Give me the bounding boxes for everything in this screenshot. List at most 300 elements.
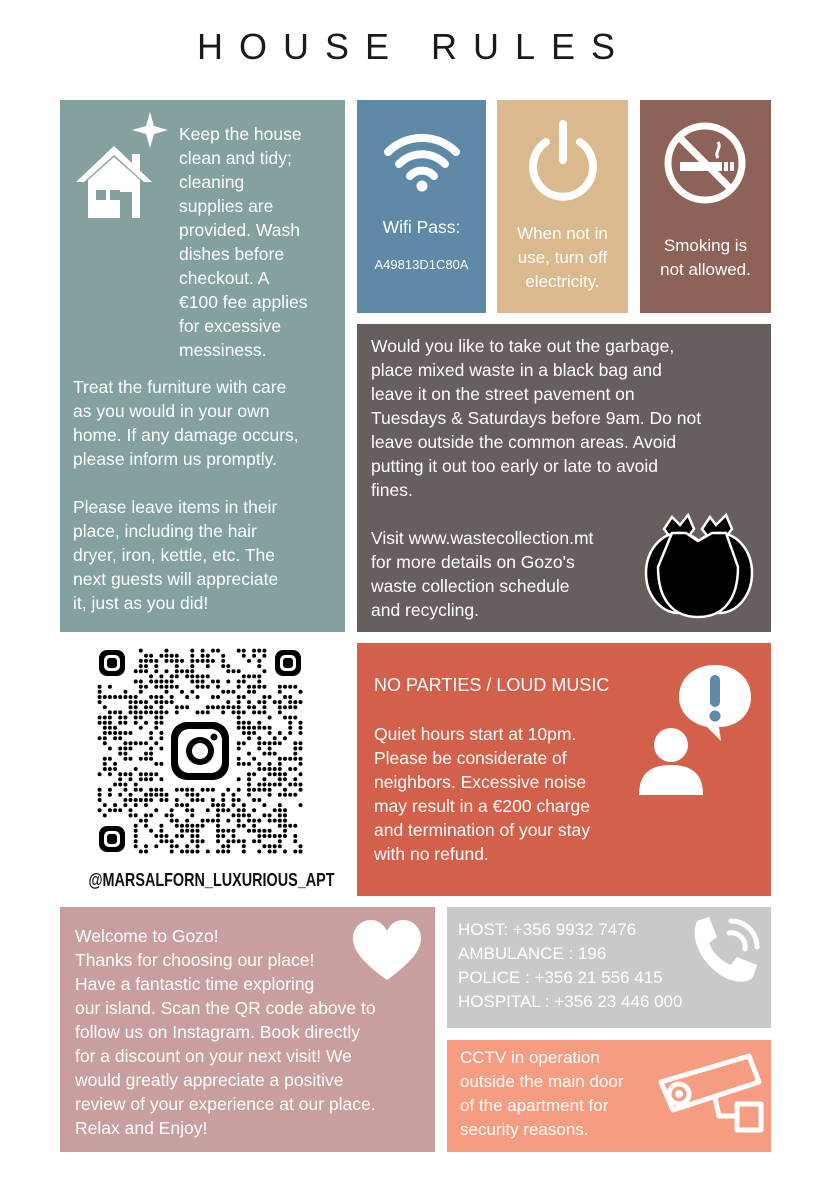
qr-dot [232,829,236,833]
qr-dot [103,813,107,817]
qr-dot [206,710,210,714]
qr-dot [175,824,179,828]
qr-dot [98,685,102,689]
qr-dot [252,798,256,802]
noise-panel [357,643,771,896]
qr-dot [139,819,143,823]
qr-dot [149,705,153,709]
qr-dot [149,772,153,776]
qr-dot [242,680,246,684]
qr-dot [283,716,287,720]
qr-dot [206,850,210,854]
qr-dot [165,793,169,797]
qr-dot [273,700,277,704]
qr-dot [288,685,292,689]
qr-dot [247,674,251,678]
qr-dot [211,680,215,684]
qr-dot [242,839,246,843]
qr-dot [170,850,174,854]
qr-dot [278,783,282,787]
qr-dot [118,736,122,740]
qr-dot [293,716,297,720]
qr-dot [257,747,261,751]
qr-dot [201,798,205,802]
qr-dot [175,710,179,714]
qr-dot [144,772,148,776]
qr-dot [196,844,200,848]
qr-dot [242,731,246,735]
qr-dot [159,788,163,792]
qr-dot [278,690,282,694]
qr-dot [134,788,138,792]
qr-dot [262,834,266,838]
qr-dot [108,808,112,812]
qr-dot [278,824,282,828]
qr-dot [139,710,143,714]
qr-dot [154,741,158,745]
qr-dot [98,695,102,699]
house-care-panel [60,100,345,632]
qr-dot [242,844,246,848]
qr-dot [144,844,148,848]
qr-dot [149,659,153,663]
qr-dot [278,762,282,766]
instagram-handle[interactable]: @MARSALFORN_LUXURIOUS_APT [88,870,335,890]
qr-dot [247,813,251,817]
qr-dot [288,757,292,761]
qr-dot [257,680,261,684]
qr-dot [149,654,153,658]
qr-dot [278,705,282,709]
qr-dot [159,777,163,781]
qr-dot [237,680,241,684]
qr-dot [139,700,143,704]
qr-dot [196,839,200,843]
qr-dot [103,741,107,745]
wifi-icon [382,128,462,192]
qr-dot [118,783,122,787]
qr-dot [221,803,225,807]
qr-dot [237,721,241,725]
qr-dot [216,808,220,812]
qr-dot [283,813,287,817]
qr-dot [211,803,215,807]
qr-dot [206,788,210,792]
qr-dot [170,680,174,684]
qr-dot [232,803,236,807]
qr-dot [103,726,107,730]
qr-dot [273,819,277,823]
qr-dot [257,850,261,854]
qr-dot [108,710,112,714]
qr-dot [144,664,148,668]
qr-dot [170,844,174,848]
qr-dot [149,674,153,678]
qr-dot [247,777,251,781]
qr-dot [293,747,297,751]
qr-dot [149,829,153,833]
page-title: HOUSE RULES [196,26,632,67]
qr-dot [139,798,143,802]
qr-dot [273,844,277,848]
qr-dot [268,726,272,730]
qr-dot [98,808,102,812]
qr-dot [154,695,158,699]
qr-dot [283,793,287,797]
qr-dot [247,783,251,787]
qr-dot [257,762,261,766]
qr-dot [113,783,117,787]
qr-dot [242,721,246,725]
qr-dot [299,690,303,694]
qr-dot [299,783,303,787]
qr-dot [159,710,163,714]
qr-dot [206,819,210,823]
instagram-qr-code-icon[interactable] [97,648,303,854]
qr-dot [201,680,205,684]
qr-dot [154,700,158,704]
qr-dot [252,731,256,735]
qr-dot [185,669,189,673]
qr-dot [123,788,127,792]
qr-dot [268,793,272,797]
qr-dot [129,772,133,776]
qr-dot [232,705,236,709]
qr-dot [226,839,230,843]
qr-dot [206,705,210,709]
qr-dot [226,700,230,704]
qr-dot [159,762,163,766]
qr-dot [273,834,277,838]
qr-dot [247,762,251,766]
qr-dot [242,674,246,678]
qr-dot [268,844,272,848]
qr-dot [211,788,215,792]
qr-dot [134,829,138,833]
qr-dot [226,850,230,854]
qr-dot [252,685,256,689]
qr-dot [232,834,236,838]
qr-dot [283,772,287,776]
qr-dot [278,834,282,838]
qr-dot [268,788,272,792]
qr-dot [159,793,163,797]
qr-dot [108,757,112,761]
qr-dot [134,844,138,848]
qr-dot [257,664,261,668]
qr-dot [278,741,282,745]
qr-dot [293,685,297,689]
qr-dot [216,685,220,689]
qr-dot [268,752,272,756]
qr-dot [165,649,169,653]
qr-dot [237,788,241,792]
qr-dot [175,788,179,792]
qr-dot [175,819,179,823]
qr-dot [190,669,194,673]
qr-dot [237,649,241,653]
qr-dot [98,716,102,720]
qr-dot [103,731,107,735]
qr-dot [144,819,148,823]
qr-dot [185,844,189,848]
qr-dot [262,803,266,807]
qr-dot [232,813,236,817]
qr-dot [103,716,107,720]
qr-dot [283,685,287,689]
qr-dot [175,664,179,668]
qr-dot [113,731,117,735]
qr-dot [190,674,194,678]
qr-dot [180,824,184,828]
qr-dot [98,690,102,694]
qr-dot [278,710,282,714]
qr-dot [252,839,256,843]
qr-dot [268,762,272,766]
qr-dot [159,674,163,678]
qr-dot [103,705,107,709]
qr-dot [139,680,143,684]
qr-dot [108,747,112,751]
qr-dot [118,808,122,812]
qr-dot [165,834,169,838]
qr-dot [123,772,127,776]
qr-dot [268,834,272,838]
qr-dot [103,721,107,725]
qr-dot [268,850,272,854]
qr-dot [134,741,138,745]
qr-dot [170,808,174,812]
qr-dot [123,716,127,720]
qr-dot [257,788,261,792]
qr-dot [98,788,102,792]
qr-dot [232,690,236,694]
qr-dot [190,834,194,838]
qr-dot [149,813,153,817]
qr-dot [190,664,194,668]
qr-dot [268,772,272,776]
qr-dot [134,834,138,838]
qr-dot [165,839,169,843]
qr-dot [299,741,303,745]
qr-dot [288,726,292,730]
qr-dot [129,741,133,745]
qr-dot [262,654,266,658]
qr-dot [299,850,303,854]
qr-dot [262,700,266,704]
qr-dot [170,674,174,678]
qr-dot [159,716,163,720]
qr-dot [262,669,266,673]
qr-dot [299,747,303,751]
contact-host[interactable]: HOST: +356 9932 7476 [458,920,637,939]
qr-dot [175,659,179,663]
electricity-rule-text: When not in use, turn off electricity. [517,224,608,291]
qr-dot [154,726,158,730]
qr-dot [216,813,220,817]
qr-dot [149,710,153,714]
qr-dot [283,819,287,823]
qr-dot [257,829,261,833]
qr-dot [288,700,292,704]
qr-dot [288,767,292,771]
qr-dot [237,839,241,843]
qr-dot [118,716,122,720]
qr-dot [159,731,163,735]
qr-dot [252,710,256,714]
qr-dot [134,839,138,843]
qr-dot [129,705,133,709]
qr-dot [129,793,133,797]
qr-dot [288,716,292,720]
cctv-camera-icon [653,1052,765,1148]
qr-dot [221,705,225,709]
qr-dot [159,798,163,802]
qr-dot [247,788,251,792]
qr-dot [154,669,158,673]
qr-dot [257,767,261,771]
qr-dot [226,669,230,673]
qr-dot [201,654,205,658]
clean-rule-text: Keep the house clean and tidy; cleaning supplies are provided. Wash dishes before checkout. A €100 fee applies for excessive messiness. [179,124,308,360]
qr-dot [118,695,122,699]
qr-dot [299,762,303,766]
qr-dot [201,649,205,653]
no-smoking-icon [660,118,750,208]
qr-dot [278,772,282,776]
qr-dot [123,798,127,802]
qr-dot [278,757,282,761]
qr-dot [129,700,133,704]
qr-dot [273,767,277,771]
qr-dot [221,664,225,668]
qr-dot [185,695,189,699]
qr-dot [211,649,215,653]
qr-dot [283,777,287,781]
qr-dot [268,819,272,823]
qr-dot [98,793,102,797]
qr-dot [134,813,138,817]
qr-dot [247,736,251,740]
qr-dot [268,783,272,787]
noise-rule-text: Quiet hours start at 10pm. Please be considerate of neighbors. Excessive noise may result in a €200 charge and termination of your stay with no refund. [374,724,590,864]
qr-dot [139,850,143,854]
qr-dot [299,788,303,792]
furniture-rule-text: Treat the furniture with care as you would in your own home. If any damage occurs, please inform us promptly. [73,377,299,469]
qr-dot [247,752,251,756]
qr-dot [278,813,282,817]
qr-dot [108,726,112,730]
qr-dot [134,695,138,699]
qr-dot [139,659,143,663]
qr-dot [144,710,148,714]
qr-dot [144,850,148,854]
qr-dot [165,685,169,689]
qr-dot [237,808,241,812]
qr-dot [283,824,287,828]
qr-dot [257,710,261,714]
qr-dot [242,824,246,828]
qr-dot [144,654,148,658]
qr-dot [268,741,272,745]
qr-dot [190,839,194,843]
qr-dot [149,752,153,756]
qr-dot [98,721,102,725]
qr-dot [226,664,230,668]
qr-dot [159,829,163,833]
qr-dot [165,700,169,704]
qr-dot [159,834,163,838]
qr-dot [299,731,303,735]
qr-dot [299,772,303,776]
qr-dot [247,705,251,709]
qr-dot [129,813,133,817]
qr-dot [123,741,127,745]
qr-dot [170,685,174,689]
qr-dot [154,808,158,812]
qr-dot [139,777,143,781]
qr-dot [108,793,112,797]
qr-dot [134,783,138,787]
qr-dot [180,834,184,838]
qr-dot [103,767,107,771]
qr-dot [165,680,169,684]
qr-dot [139,664,143,668]
qr-dot [262,685,266,689]
qr-dot [206,808,210,812]
contact-hospital[interactable]: HOSPITAL : +356 23 446 000 [458,992,683,1011]
qr-dot [237,710,241,714]
qr-dot [154,793,158,797]
qr-dot [288,783,292,787]
qr-dot [144,793,148,797]
qr-dot [226,829,230,833]
contact-police[interactable]: POLICE : +356 21 556 415 [458,968,663,987]
qr-dot [252,654,256,658]
qr-dot [159,747,163,751]
garbage-rule-text: Would you like to take out the garbage, place mixed waste in a black bag and leave it on the street pavement on Tuesdays & Saturdays before 9am. Do not leave outside the common areas. Avoid putting it out too early or late to avoid fines. [371,336,702,500]
qr-dot [226,819,230,823]
qr-dot [237,695,241,699]
qr-dot [154,716,158,720]
qr-dot [113,736,117,740]
qr-dot [159,685,163,689]
qr-dot [129,798,133,802]
contact-ambulance[interactable]: AMBULANCE : 196 [458,944,607,963]
qr-dot [278,819,282,823]
qr-dot [293,757,297,761]
qr-dot [108,721,112,725]
qr-dot [159,824,163,828]
garbage-panel [357,324,771,632]
power-icon [523,118,603,202]
qr-dot [154,772,158,776]
qr-dot [175,674,179,678]
qr-dot [247,659,251,663]
qr-dot [252,690,256,694]
qr-dot [206,685,210,689]
qr-dot [252,772,256,776]
qr-dot [159,721,163,725]
qr-dot [175,705,179,709]
qr-dot [247,731,251,735]
cctv-text: CCTV in operation outside the main door of the apartment for security reasons. [460,1048,624,1139]
qr-dot [288,731,292,735]
qr-dot [262,767,266,771]
qr-dot [108,788,112,792]
qr-dot [118,752,122,756]
qr-dot [247,772,251,776]
